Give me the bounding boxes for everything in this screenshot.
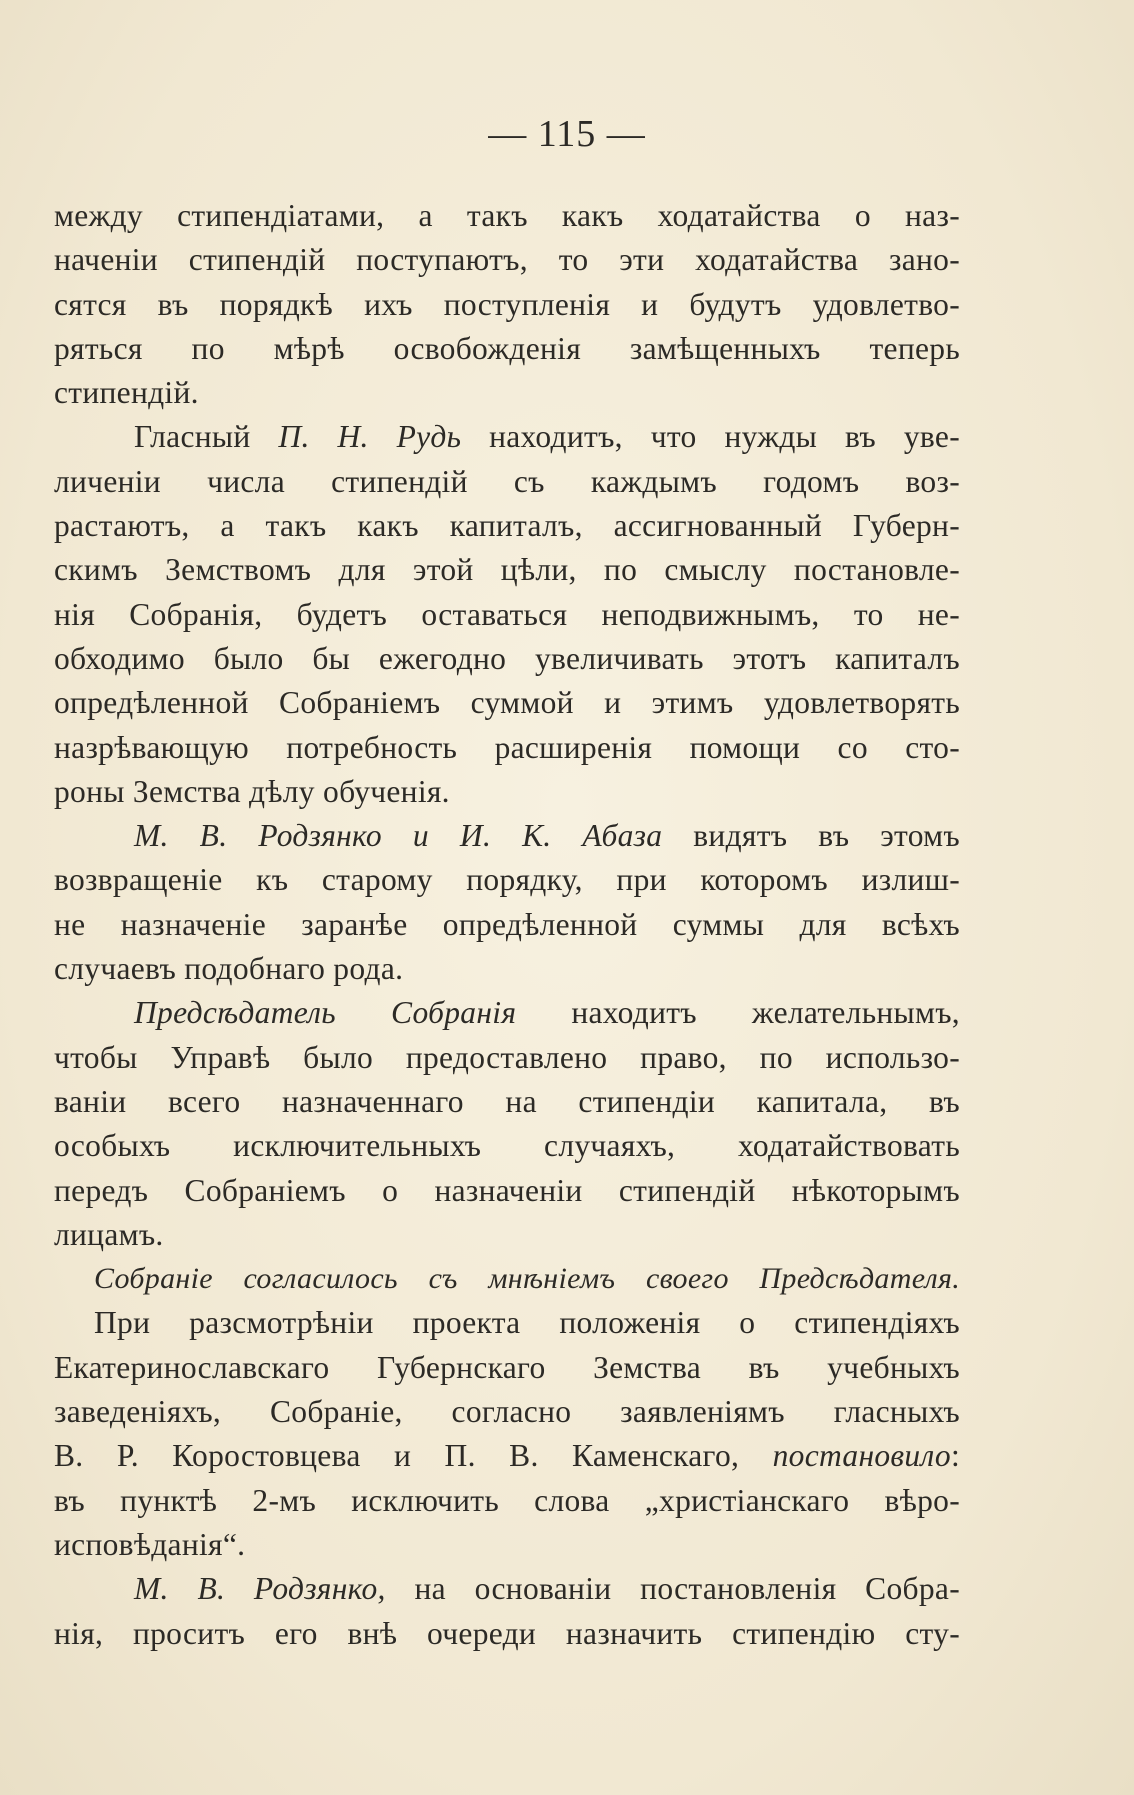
resolution-line: Собраніе согласилось съ мнѣніемъ своего Предсѣдателя. [94,1262,960,1296]
text-line: ваніи всего назначеннаго на стипендіи капитала, въ [54,1083,960,1119]
text-line: чтобы Управѣ было предоставлено право, по использо- [54,1039,960,1075]
text-line: Екатеринославскаго Губернскаго Земства въ учебныхъ [54,1349,960,1385]
text-line: нія Собранія, будетъ оставаться неподвижнымъ, то не- [54,596,960,632]
text-line: исповѣданія“. [54,1526,246,1562]
text-line: При разсмотрѣніи проекта положенія о стипендіяхъ [94,1305,960,1341]
text-line: В. Р. Коростовцева и П. В. Каменскаго, постановило: [54,1438,960,1474]
text-line: стипендій. [54,375,199,411]
text-line: наченіи стипендій поступаютъ, то эти ходатайства зано- [54,242,960,278]
body-text [54,194,960,1656]
text-line: возвращеніе къ старому порядку, при которомъ излиш- [54,862,960,898]
text-line: передъ Собраніемъ о назначеніи стипендій нѣкоторымъ [54,1172,960,1208]
text-line: не назначеніе заранѣе опредѣленной суммы для всѣхъ [54,906,960,942]
speaker-name: П. Н. Рудь [278,419,462,455]
text-line: скимъ Земствомъ для этой цѣли, по смыслу постановле- [54,552,960,588]
text-line: между стипендіатами, а такъ какъ ходатайства о наз- [54,198,960,233]
text-line: заведеніяхъ, Собраніе, согласно заявленіямъ гласныхъ [54,1394,960,1430]
text-line: лицамъ. [54,1216,164,1252]
text-line: нія, проситъ его внѣ очереди назначить стипендію сту- [54,1615,960,1651]
page-number: — 115 — [488,113,646,155]
text-line: растаютъ, а такъ какъ капиталъ, ассигнованный Губерн- [54,508,960,544]
resolution-word: постановило [772,1438,951,1474]
text-line: случаевъ подобнаго рода. [54,951,404,987]
text-line: сятся въ порядкѣ ихъ поступленія и будутъ удовлетво- [54,286,960,322]
text-line: Гласный П. Н. Рудь находитъ, что нужды въ уве- [134,419,960,455]
text-line: роны Земства дѣлу обученія. [54,773,450,809]
text-line: опредѣленной Собраніемъ суммой и этимъ удовлетворять [54,685,960,721]
text-line: М. В. Родзянко и И. К. Абаза видятъ въ этомъ [134,818,960,854]
text-line: назрѣвающую потребность расширенія помощи со сто- [54,729,960,765]
text-line: въ пунктѣ 2-мъ исключить слова „христіанскаго вѣро- [54,1482,960,1518]
speaker-name: М. В. Родзянко, [134,1571,386,1607]
text-line: обходимо было бы ежегодно увеличивать этотъ капиталъ [54,640,960,676]
text-line: особыхъ исключительныхъ случаяхъ, ходатайствовать [54,1128,960,1164]
text-line: Предсѣдатель Собранія находитъ желательнымъ, [134,995,960,1031]
text-line: М. В. Родзянко, на основаніи постановленія Собра- [134,1571,960,1607]
text-line: ряться по мѣрѣ освобожденія замѣщенныхъ теперь [54,330,960,366]
speaker-name: М. В. Родзянко и И. К. Абаза [134,818,663,854]
text-line: личеніи числа стипендій съ каждымъ годомъ воз- [54,463,960,499]
speaker-name: Предсѣдатель Собранія [134,995,517,1031]
